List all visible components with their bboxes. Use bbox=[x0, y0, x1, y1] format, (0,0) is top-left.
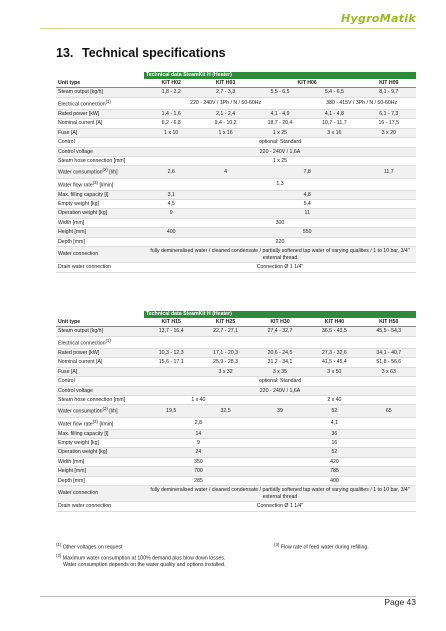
footnote-2-mark: (2) bbox=[56, 552, 62, 558]
row-label-text: Height [mm] bbox=[58, 229, 86, 236]
table-row bbox=[56, 190, 416, 199]
model-header: KIT H02 bbox=[144, 79, 198, 88]
model-header: KIT H50 bbox=[362, 318, 416, 327]
table-cell: 2,6 bbox=[144, 166, 198, 178]
table-row bbox=[56, 88, 416, 97]
table-cell bbox=[144, 367, 198, 376]
row-label-text: Empty weight [kg] bbox=[58, 440, 99, 447]
row-label bbox=[56, 147, 144, 156]
row-label bbox=[56, 467, 144, 476]
section-title: Technical specifications bbox=[82, 46, 226, 60]
table-row bbox=[56, 405, 416, 417]
table-header-row bbox=[56, 79, 416, 88]
table-cell: optional: Standard bbox=[144, 138, 416, 147]
table-banner-row bbox=[56, 311, 416, 318]
row-label bbox=[56, 486, 144, 502]
row-label bbox=[56, 439, 144, 448]
table-cell: 10,7 - 11,7 bbox=[307, 119, 361, 128]
table-cell: 18,7 - 20,4 bbox=[253, 119, 307, 128]
table-row bbox=[56, 395, 416, 404]
table-row bbox=[56, 386, 416, 395]
row-label bbox=[56, 190, 144, 199]
table-cell: 27,4 - 32,7 bbox=[253, 327, 307, 336]
table-cell: 3 x 50 bbox=[307, 367, 361, 376]
unit-type-label: Unit type bbox=[56, 318, 144, 327]
table-row bbox=[56, 237, 416, 246]
table-cell: 24 bbox=[144, 448, 253, 457]
table-cell: 31,2 - 34,1 bbox=[253, 358, 307, 367]
row-label bbox=[56, 448, 144, 457]
row-label bbox=[56, 348, 144, 357]
table-cell: 4 bbox=[198, 166, 252, 178]
table-cell: 220 - 240V / 1,6A bbox=[144, 386, 416, 395]
table-cell: 41,5 - 45,4 bbox=[307, 358, 361, 367]
row-label bbox=[56, 367, 144, 376]
footnote-1-mark: (1) bbox=[56, 542, 62, 547]
page-number: Page 43 bbox=[384, 597, 416, 607]
row-label-text: Drain water connection bbox=[58, 264, 112, 271]
table-cell: 22,7 - 27,1 bbox=[198, 327, 252, 336]
table-cell: 285 bbox=[144, 476, 253, 485]
section-number: 13. bbox=[56, 46, 74, 60]
table-row bbox=[56, 263, 416, 272]
table-row bbox=[56, 429, 416, 438]
footnotes-left bbox=[56, 541, 271, 569]
table-row bbox=[56, 358, 416, 367]
table-cell: 2,7 - 3,3 bbox=[198, 88, 252, 97]
table-cell: 220 - 240V / 1Ph / N / 50-60Hz bbox=[144, 97, 307, 109]
row-label-text: Electrical connection bbox=[58, 101, 106, 108]
table-cell: 550 bbox=[198, 228, 416, 237]
table-cell: 4,8 bbox=[198, 190, 416, 199]
row-label bbox=[56, 502, 144, 511]
table-row bbox=[56, 336, 416, 348]
row-label-text: Fuse [A] bbox=[58, 368, 78, 375]
row-label bbox=[56, 405, 144, 417]
row-label-text: Width [mm] bbox=[58, 219, 85, 226]
row-label-text: Operation weight [kg] bbox=[58, 210, 108, 217]
section-heading bbox=[56, 46, 226, 60]
row-label bbox=[56, 377, 144, 386]
row-label bbox=[56, 88, 144, 97]
table-cell: 6,2 - 6,8 bbox=[144, 119, 198, 128]
model-header: KIT H09 bbox=[362, 79, 416, 88]
row-label bbox=[56, 263, 144, 272]
row-label-text: Depth [mm] bbox=[58, 238, 85, 245]
footnotes-right bbox=[274, 541, 416, 552]
table-cell: 700 bbox=[144, 467, 253, 476]
row-label-footnote-mark: (2) bbox=[102, 406, 108, 412]
model-header: KIT H30 bbox=[253, 318, 307, 327]
table-cell: 3 x 63 bbox=[362, 367, 416, 376]
table-cell: 1 x 10 bbox=[144, 128, 198, 137]
row-label-text: Empty weight [kg] bbox=[58, 201, 99, 208]
row-label-text: Depth [mm] bbox=[58, 477, 85, 484]
row-label-text: Control bbox=[58, 139, 75, 146]
row-label-text: Water consumption bbox=[58, 409, 103, 416]
table-row bbox=[56, 147, 416, 156]
table-cell: 11,7 bbox=[362, 166, 416, 178]
footnote-3-text: Flow rate of feed water during refilling. bbox=[280, 544, 369, 551]
table-row bbox=[56, 439, 416, 448]
row-label bbox=[56, 386, 144, 395]
table-cell: 16 - 17,5 bbox=[362, 119, 416, 128]
row-label-text: Operation weight [kg] bbox=[58, 449, 108, 456]
row-label bbox=[56, 128, 144, 137]
table-title: Technical data SteamKit H (Heater) bbox=[144, 72, 416, 79]
row-label-unit: [l/h] bbox=[107, 409, 118, 416]
row-label-text: Electrical connection bbox=[58, 340, 106, 347]
row-label bbox=[56, 119, 144, 128]
row-label bbox=[56, 218, 144, 227]
row-label-text: Water consumption bbox=[58, 170, 103, 177]
footnote-2b bbox=[56, 562, 271, 569]
table-row bbox=[56, 209, 416, 218]
row-label-text: Rated power [kW] bbox=[58, 349, 100, 356]
model-header: KIT H40 bbox=[307, 318, 361, 327]
table-banner-row bbox=[56, 72, 416, 79]
table-cell: 36,5 - 43,5 bbox=[307, 327, 361, 336]
row-label-text: Rated power [kW] bbox=[58, 110, 100, 117]
banner-spacer bbox=[56, 72, 144, 79]
table-cell: 17,1 - 20,3 bbox=[198, 348, 252, 357]
row-label bbox=[56, 457, 144, 466]
table-cell: 300 bbox=[144, 218, 416, 227]
row-label-text: Width [mm] bbox=[58, 458, 85, 465]
table-cell: 350 bbox=[144, 457, 253, 466]
row-label bbox=[56, 327, 144, 336]
row-label bbox=[56, 228, 144, 237]
row-label bbox=[56, 417, 144, 429]
banner-spacer bbox=[56, 311, 144, 318]
row-label bbox=[56, 395, 144, 404]
table-cell: 16 bbox=[253, 439, 416, 448]
table-cell: 52 bbox=[307, 405, 361, 417]
table-row bbox=[56, 502, 416, 511]
table-cell: 4,1 - 4,8 bbox=[307, 109, 361, 118]
table-cell: 1 x 40 bbox=[144, 395, 253, 404]
table-row bbox=[56, 448, 416, 457]
spec-table-2 bbox=[56, 311, 416, 512]
table-cell: 8,1 - 9,7 bbox=[362, 88, 416, 97]
row-label bbox=[56, 209, 144, 218]
row-label bbox=[56, 166, 144, 178]
row-label-text: Water flow rate bbox=[58, 421, 93, 428]
row-label-unit: [l/min] bbox=[98, 421, 114, 428]
table-cell: 1 x 25 bbox=[253, 128, 307, 137]
row-label bbox=[56, 237, 144, 246]
model-header: KIT H03 bbox=[198, 79, 252, 88]
row-label bbox=[56, 200, 144, 209]
table-row bbox=[56, 467, 416, 476]
row-label bbox=[56, 429, 144, 438]
table-cell: 32,5 bbox=[198, 405, 252, 417]
table-row bbox=[56, 327, 416, 336]
table-row bbox=[56, 156, 416, 165]
table-cell: 4,1 - 4,9 bbox=[253, 109, 307, 118]
table-row bbox=[56, 109, 416, 118]
row-label-text: Nominal current [A] bbox=[58, 359, 103, 366]
table-cell: 9,4 - 10,2 bbox=[198, 119, 252, 128]
model-header: KIT H06 bbox=[253, 79, 362, 88]
row-label-text: Water connection bbox=[58, 251, 99, 258]
row-label bbox=[56, 97, 144, 109]
spec-table-1 bbox=[56, 72, 416, 273]
table-cell: 220 - 240V / 1,6A bbox=[144, 147, 416, 156]
table-cell: 19,5 bbox=[144, 405, 198, 417]
row-label-text: Max. filling capacity [l] bbox=[58, 191, 109, 198]
table-cell: 52 bbox=[253, 448, 416, 457]
row-label-text: Control voltage bbox=[58, 148, 93, 155]
footer-rule bbox=[40, 596, 416, 597]
table-cell: 5,4 bbox=[198, 200, 416, 209]
table-cell: Connection Ø 1 1/4" bbox=[144, 263, 416, 272]
table-title: Technical data SteamKit H (Heater) bbox=[144, 311, 416, 318]
table-cell: 65 bbox=[362, 405, 416, 417]
table-cell: 15,6 - 17,1 bbox=[144, 358, 198, 367]
footnote-3 bbox=[274, 541, 416, 552]
row-label-text: Steam hose connection [mm] bbox=[58, 157, 126, 164]
table-cell: 6,1 - 7,3 bbox=[362, 109, 416, 118]
table-cell: 5,4 - 6,5 bbox=[307, 88, 361, 97]
table-row bbox=[56, 138, 416, 147]
row-label bbox=[56, 358, 144, 367]
table-cell: 34,1 - 40,7 bbox=[362, 348, 416, 357]
row-label bbox=[56, 178, 144, 190]
row-label-text: Nominal current [A] bbox=[58, 120, 103, 127]
table-cell: 45,5 - 54,3 bbox=[362, 327, 416, 336]
row-label-text: Max. filling capacity [l] bbox=[58, 430, 109, 437]
table-row bbox=[56, 128, 416, 137]
row-label-text: Water flow rate bbox=[58, 182, 93, 189]
row-label-text: Steam output [kg/h] bbox=[58, 89, 103, 96]
table-row bbox=[56, 476, 416, 485]
table-cell: 3 x 20 bbox=[362, 128, 416, 137]
header-rule bbox=[40, 28, 416, 29]
row-label-footnote-mark: (1) bbox=[105, 337, 111, 343]
table-cell: fully demineralised water / cleaned condensate / partially softened tap water of varying qualities / 1 to 10 bar, 3/4" external thread bbox=[144, 486, 416, 502]
table-row bbox=[56, 178, 416, 190]
row-label bbox=[56, 109, 144, 118]
row-label bbox=[56, 138, 144, 147]
row-label-footnote-mark: (3) bbox=[92, 179, 98, 185]
table-cell: 5,5 - 6,5 bbox=[253, 88, 307, 97]
table-cell: optional: Standard bbox=[144, 377, 416, 386]
table-row bbox=[56, 166, 416, 178]
footnote-2-text: Maximum water consumption at 100% demand plus blow down losses. bbox=[62, 555, 226, 562]
table-cell: 3 x 32 bbox=[198, 367, 252, 376]
table-cell: fully demineralised water / cleaned condensate / partially softened tap water of varying qualities / 1 to 10 bar, 3/4" external thread bbox=[144, 247, 416, 263]
table-cell: 1 x 25 bbox=[144, 156, 416, 165]
table-cell: 2,1 - 2,4 bbox=[198, 109, 252, 118]
table-cell: 51,8 - 56,6 bbox=[362, 358, 416, 367]
table-cell: 9 bbox=[144, 439, 253, 448]
table-row bbox=[56, 247, 416, 263]
row-label-text: Steam output [kg/h] bbox=[58, 328, 103, 335]
row-label-text: Steam hose connection [mm] bbox=[58, 396, 126, 403]
row-label-text: Height [mm] bbox=[58, 468, 86, 475]
table-cell: 20,6 - 24,5 bbox=[253, 348, 307, 357]
table-cell: 4,1 bbox=[253, 417, 416, 429]
row-label bbox=[56, 476, 144, 485]
table-cell: 2 x 40 bbox=[253, 395, 416, 404]
table-cell: 39 bbox=[253, 405, 307, 417]
table-row bbox=[56, 367, 416, 376]
table-cell: 7,8 bbox=[253, 166, 362, 178]
table-cell: 400 bbox=[253, 476, 416, 485]
row-label-unit: [l/min] bbox=[98, 182, 114, 189]
table-cell: 3,1 bbox=[144, 190, 198, 199]
row-label-text: Control voltage bbox=[58, 387, 93, 394]
footnote-2b-text: Water consumption depends on the water quality and options installed. bbox=[63, 562, 226, 569]
table-cell: 2,8 bbox=[144, 417, 253, 429]
table-cell: 13,7 - 16,4 bbox=[144, 327, 198, 336]
hygromatik-logo: HygroMatik bbox=[341, 12, 416, 25]
table-row bbox=[56, 228, 416, 237]
table-cell: 3 x 35 bbox=[253, 367, 307, 376]
model-header: KIT H15 bbox=[144, 318, 198, 327]
table-cell: 1,8 - 2,2 bbox=[144, 88, 198, 97]
table-row bbox=[56, 377, 416, 386]
table-cell: 380 - 415V / 3Ph / N / 50-60Hz bbox=[307, 97, 416, 109]
row-label bbox=[56, 336, 144, 348]
row-label bbox=[56, 247, 144, 263]
table-cell: 1,3 bbox=[144, 178, 416, 190]
row-label-footnote-mark: (3) bbox=[92, 418, 98, 424]
footnote-2 bbox=[56, 552, 271, 563]
table-cell: 36 bbox=[253, 429, 416, 438]
table-cell: 10,3 - 12,3 bbox=[144, 348, 198, 357]
row-label-text: Control bbox=[58, 378, 75, 385]
table-cell: 220 bbox=[144, 237, 416, 246]
table-cell: 14 bbox=[144, 429, 253, 438]
table-row bbox=[56, 200, 416, 209]
row-label-unit: [l/h] bbox=[107, 170, 118, 177]
table-cell: 3 x 16 bbox=[307, 128, 361, 137]
unit-type-label: Unit type bbox=[56, 79, 144, 88]
table-row bbox=[56, 218, 416, 227]
footnote-1-text: Other voltages on request bbox=[62, 544, 123, 551]
table-row bbox=[56, 97, 416, 109]
table-cell bbox=[144, 336, 416, 348]
table-header-row bbox=[56, 318, 416, 327]
table-cell: 4,5 bbox=[144, 200, 198, 209]
footnote-3-mark: (3) bbox=[274, 542, 280, 547]
table-row bbox=[56, 348, 416, 357]
table-row bbox=[56, 417, 416, 429]
row-label-footnote-mark: (1) bbox=[105, 98, 111, 104]
table-cell: 25,9 - 28,3 bbox=[198, 358, 252, 367]
table-row bbox=[56, 457, 416, 466]
row-label bbox=[56, 156, 144, 165]
row-label-text: Water connection bbox=[58, 490, 99, 497]
model-header: KIT H25 bbox=[198, 318, 252, 327]
table-cell: 27,3 - 32,6 bbox=[307, 348, 361, 357]
row-label-footnote-mark: (2) bbox=[102, 167, 108, 173]
table-cell: 9 bbox=[144, 209, 198, 218]
table-cell: 1 x 16 bbox=[198, 128, 252, 137]
row-label-text: Fuse [A] bbox=[58, 129, 78, 136]
table-row bbox=[56, 119, 416, 128]
table-cell: 1,4 - 1,6 bbox=[144, 109, 198, 118]
row-label-text: Drain water connection bbox=[58, 503, 112, 510]
table-cell: 785 bbox=[253, 467, 416, 476]
table-cell: 11 bbox=[198, 209, 416, 218]
footnote-1 bbox=[56, 541, 271, 552]
table-cell: 420 bbox=[253, 457, 416, 466]
table-row bbox=[56, 486, 416, 502]
table-cell: Connection Ø 1 1/4" bbox=[144, 502, 416, 511]
table-cell: 400 bbox=[144, 228, 198, 237]
